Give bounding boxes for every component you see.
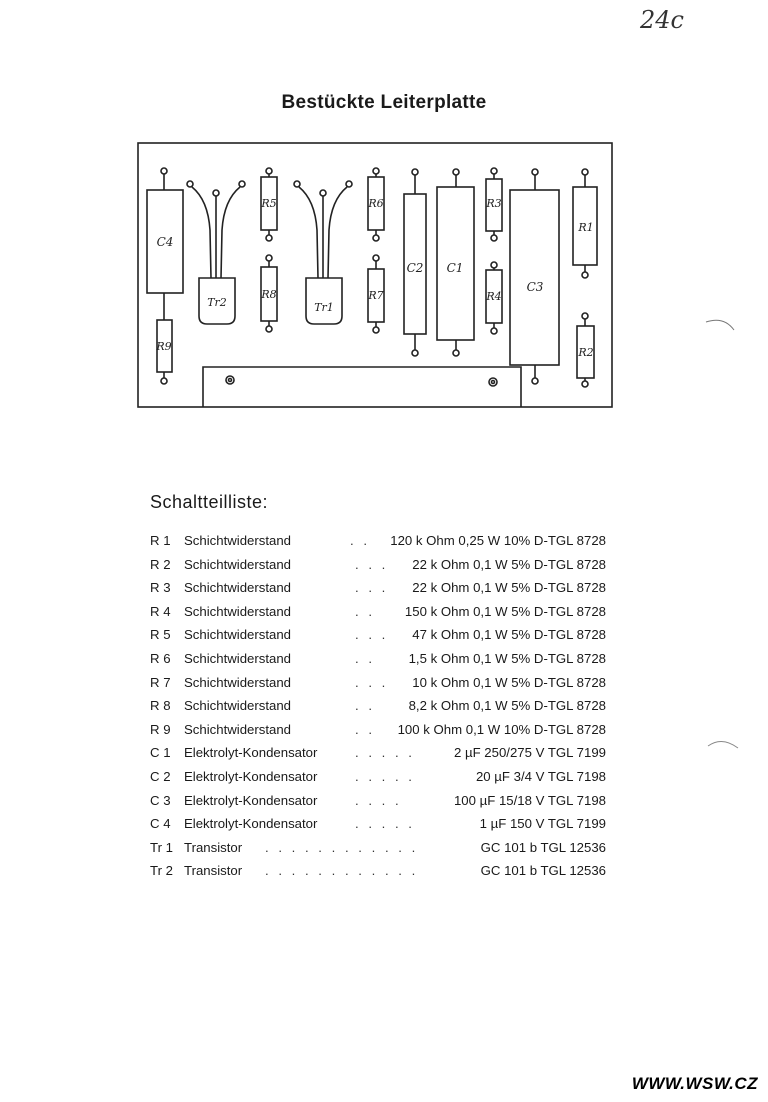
part-name: Schichtwiderstand [184,627,292,643]
parts-list [150,533,610,887]
part-reference: R 1 [150,533,171,548]
dot-leader: . . . . . [355,768,415,784]
part-specification: 150 k Ohm 0,1 W 5% D-TGL 8728 [404,603,606,619]
part-reference: R 9 [150,721,171,737]
part-specification: 120 k Ohm 0,25 W 10% D-TGL 8728 [390,533,606,548]
dot-leader: . . [355,721,375,737]
label-r7: R7 [368,289,384,302]
mounting-strip [203,367,521,407]
part-name: Schichtwiderstand [184,698,292,714]
part-reference: Tr 1 [150,839,173,855]
part-name: Elektrolyt-Kondensator [184,768,318,784]
part-name: Elektrolyt-Kondensator [184,745,318,761]
label-r8: R8 [261,288,277,301]
page-title: Bestückte Leiterplatte [281,92,487,113]
parts-list-row [150,604,610,628]
part-name: Schichtwiderstand [184,580,292,596]
part-specification: 22 k Ohm 0,1 W 5% D-TGL 8728 [412,556,606,572]
dot-leader: . . [350,533,370,548]
capacitor-c3 [510,169,559,384]
parts-list-row [150,675,610,699]
part-reference: R 3 [150,580,171,596]
part-name: Schichtwiderstand [184,603,292,619]
dot-leader: . . . [355,627,389,643]
dot-leader: . . . [355,556,389,572]
label-r4: R4 [486,290,502,303]
part-name: Schichtwiderstand [184,650,292,666]
label-c2: C2 [406,261,424,275]
part-reference: R 2 [150,556,171,572]
part-name: Schichtwiderstand [184,674,292,690]
dot-leader: . . . [355,674,389,690]
dot-leader: . . . . . [355,816,415,832]
parts-list-row [150,580,610,604]
part-specification: 22 k Ohm 0,1 W 5% D-TGL 8728 [412,580,606,596]
parts-list-row [150,793,610,817]
part-reference: Tr 2 [150,863,173,879]
dot-leader: . . [355,650,375,666]
part-specification: 1,5 k Ohm 0,1 W 5% D-TGL 8728 [408,650,606,666]
parts-list-row [150,745,610,769]
label-tr1: Tr1 [314,301,334,314]
dot-leader: . . [355,698,375,714]
dot-leader: . . . . [355,792,402,808]
dot-leader: . . . . . . . . . . . . [265,863,419,879]
part-name: Schichtwiderstand [184,721,292,737]
label-r3: R3 [486,197,502,210]
website-watermark: WWW.WSW.CZ [631,1074,758,1093]
part-reference: C 3 [150,792,171,808]
part-specification: GC 101 b TGL 12536 [480,863,606,879]
part-name: Schichtwiderstand [184,533,292,548]
mounting-hole-left [226,376,234,384]
label-r5: R5 [261,197,277,210]
part-reference: C 4 [150,816,171,832]
label-r2: R2 [578,346,594,359]
part-reference: R 6 [150,650,171,666]
part-reference: R 5 [150,627,171,643]
label-r1: R1 [578,221,594,234]
part-reference: R 4 [150,603,171,619]
part-specification: 2 µF 250/275 V TGL 7199 [453,745,606,761]
part-name: Elektrolyt-Kondensator [184,792,318,808]
part-name: Transistor [184,839,243,855]
parts-list-row [150,651,610,675]
handwritten-page-note: 24c [640,6,684,34]
part-name: Schichtwiderstand [184,556,292,572]
label-tr2: Tr2 [207,296,227,309]
parts-list-row [150,816,610,840]
dot-leader: . . [355,603,375,619]
part-specification: 8,2 k Ohm 0,1 W 5% D-TGL 8728 [408,698,606,714]
part-specification: 20 µF 3/4 V TGL 7198 [475,768,606,784]
label-r9: R9 [156,340,172,353]
part-specification: 1 µF 150 V TGL 7199 [479,816,606,832]
label-r6: R6 [368,197,384,210]
dot-leader: . . . . . . . . . . . . [265,839,419,855]
parts-list-heading: Schaltteilliste: [150,492,269,512]
parts-list-row [150,769,610,793]
parts-list-row [150,698,610,722]
parts-list-row [150,840,610,864]
dot-leader: . . . . . [355,745,415,761]
part-name: Transistor [184,863,243,879]
label-c3: C3 [526,280,544,294]
part-reference: R 7 [150,674,171,690]
mounting-hole-right [489,378,497,386]
part-specification: GC 101 b TGL 12536 [480,839,606,855]
dot-leader: . . . [355,580,389,596]
scan-mark [700,310,750,340]
part-specification: 10 k Ohm 0,1 W 5% D-TGL 8728 [412,674,606,690]
part-reference: R 8 [150,698,171,714]
part-reference: C 1 [150,745,171,761]
parts-list-row [150,557,610,581]
parts-list-row [150,722,610,746]
part-reference: C 2 [150,768,171,784]
parts-list-row [150,533,610,557]
part-specification: 47 k Ohm 0,1 W 5% D-TGL 8728 [412,627,606,643]
part-specification: 100 µF 15/18 V TGL 7198 [453,792,606,808]
circuit-board-diagram [0,0,768,440]
part-name: Elektrolyt-Kondensator [184,816,318,832]
parts-list-row [150,627,610,651]
label-c4: C4 [156,235,174,249]
parts-list-row [150,863,610,887]
scan-mark [700,732,750,762]
label-c1: C1 [446,261,464,275]
part-specification: 100 k Ohm 0,1 W 10% D-TGL 8728 [397,721,606,737]
